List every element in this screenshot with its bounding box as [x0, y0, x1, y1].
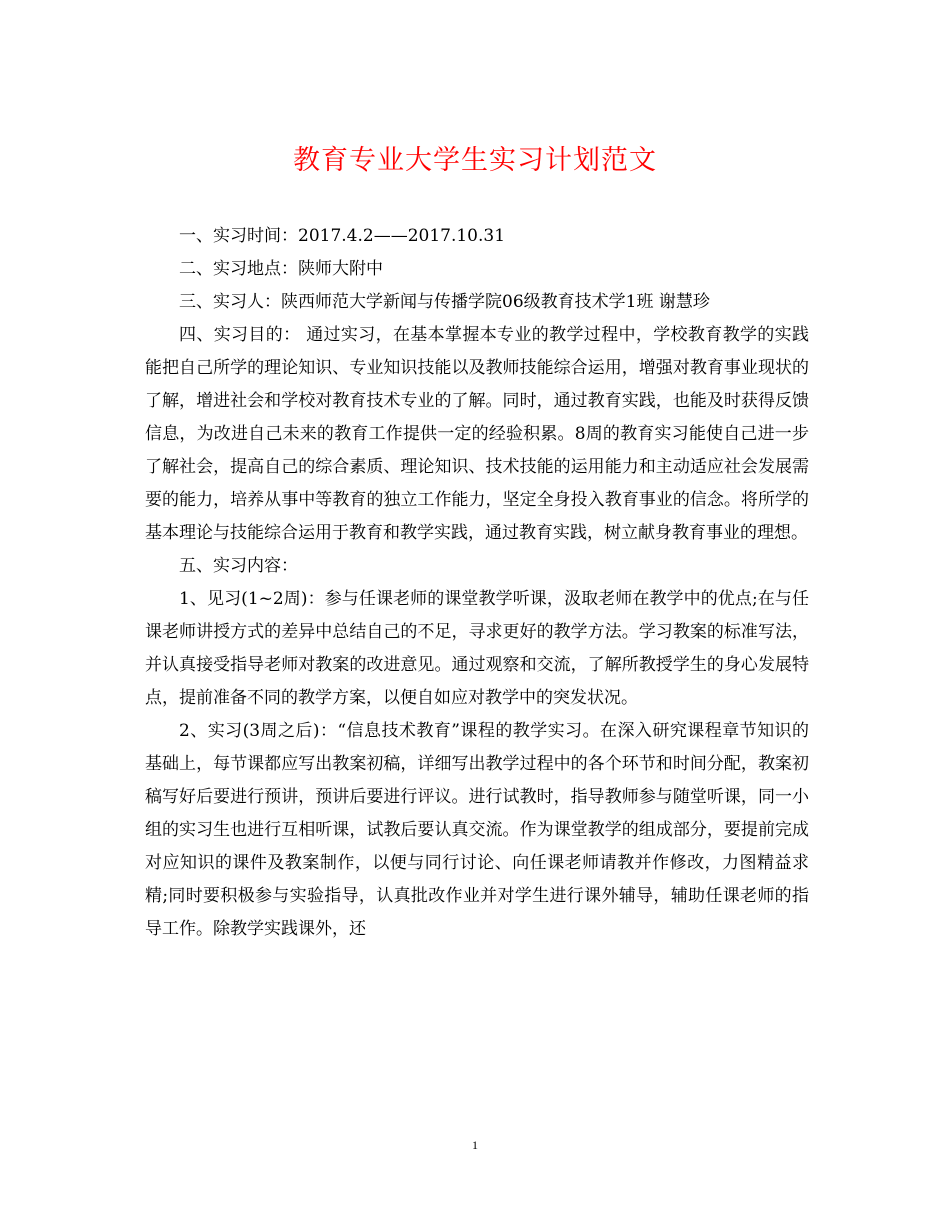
paragraph-internship-content-heading: 五、实习内容： — [179, 556, 298, 576]
document-body — [145, 220, 809, 946]
paragraph-internship-purpose: 四、实习目的： 通过实习，在基本掌握本专业的教学过程中，学校教育教学的实践能把自己所学的理论知识、专业知识技能以及教师技能综合运用，增强对教育事业现状的了解，增进社会和学校对教育技术专业的了解。同时，通过教育实践，也能及时获得反馈信息，为改进自己未来的教育工作提供一定的经验积累。8周的教育实习能使自己进一步了解社会，提高自己的综合素质、理论知识、技术技能的运用能力和主动适应社会发展需要的能力，培养从事中等教育的独立工作能力，坚定全身投入教育事业的信念。将所学的基本理论与技能综合运用于教育和教学实践，通过教育实践，树立献身教育事业的理想。 — [145, 325, 809, 543]
paragraph-internship-time: 一、实习时间：2017.4.2——2017.10.31 — [179, 226, 506, 246]
document-title: 教育专业大学生实习计划范文 — [293, 145, 657, 176]
paragraph-intern: 三、实习人：陕西师范大学新闻与传播学院06级教育技术学1班 谢慧珍 — [179, 292, 710, 312]
paragraph-internship-location: 二、实习地点：陕师大附中 — [179, 259, 383, 279]
page-number: 1 — [472, 1138, 478, 1152]
paragraph-observation: 1、见习(1~2周)：参与任课老师的课堂教学听课，汲取老师在教学中的优点;在与任课老师讲授方式的差异中总结自己的不足，寻求更好的教学方法。学习教案的标准写法，并认真接受指导老师对教案的改进意见。通过观察和交流，了解所教授学生的身心发展特点，提前准备不同的教学方案，以便自如应对教学中的突发状况。 — [145, 589, 809, 708]
paragraph-practice: 2、实习(3周之后)：“信息技术教育”课程的教学实习。在深入研究课程章节知识的基础上，每节课都应写出教案初稿，详细写出教学过程中的各个环节和时间分配，教案初稿写好后要进行预讲，预讲后要进行评议。进行试教时，指导教师参与随堂听课，同一小组的实习生也进行互相听课，试教后要认真交流。作为课堂教学的组成部分，要提前完成对应知识的课件及教案制作，以便与同行讨论、向任课老师请教并作修改，力图精益求精;同时要积极参与实验指导，认真批改作业并对学生进行课外辅导，辅助任课老师的指导工作。除教学实践课外，还 — [145, 721, 809, 939]
